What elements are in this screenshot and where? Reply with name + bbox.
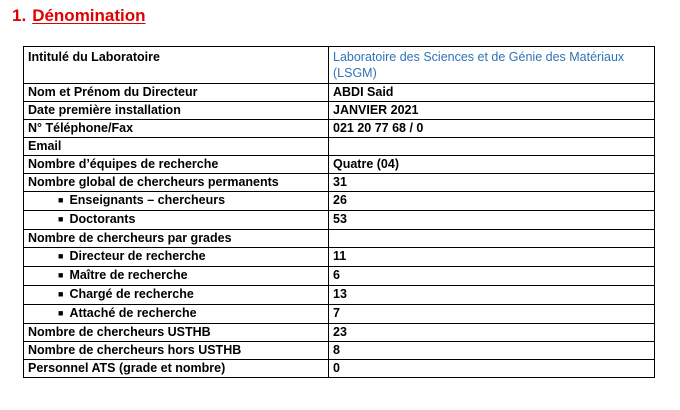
row-label-text: Personnel ATS (grade et nombre) [28, 361, 226, 375]
square-bullet-icon: ■ [58, 270, 64, 280]
square-bullet-icon: ■ [58, 251, 64, 261]
row-value: 7 [329, 305, 655, 324]
row-label-text: N° Téléphone/Fax [28, 121, 134, 135]
lab-value [329, 47, 655, 84]
lab-info-table [23, 46, 655, 378]
square-bullet-icon: ■ [58, 308, 64, 318]
row-label-text: Nom et Prénom du Directeur [28, 85, 198, 99]
row-value: 26 [329, 192, 655, 211]
row-label-text: Attaché de recherche [69, 306, 197, 320]
row-label [24, 286, 329, 305]
row-label-text: Nombre global de chercheurs permanents [28, 175, 279, 189]
row-label [24, 138, 329, 156]
row-value: ABDI Said [329, 84, 655, 102]
row-value: 6 [329, 267, 655, 286]
row-label-text: Enseignants – chercheurs [69, 193, 226, 207]
square-bullet-icon: ■ [58, 289, 64, 299]
row-label [24, 174, 329, 192]
row-value: 0 [329, 360, 655, 378]
row-label-text: Nombre de chercheurs par grades [28, 231, 232, 245]
row-label-text: Directeur de recherche [69, 249, 206, 263]
row-value [329, 230, 655, 248]
table-row [24, 211, 655, 230]
row-label [24, 230, 329, 248]
table-row [24, 102, 655, 120]
table-row [24, 286, 655, 305]
row-label [24, 84, 329, 102]
row-value: 11 [329, 248, 655, 267]
row-label [24, 360, 329, 378]
table-row [24, 248, 655, 267]
row-label [24, 102, 329, 120]
row-value [329, 138, 655, 156]
table-row-lab-name [24, 47, 655, 84]
table-row [24, 360, 655, 378]
table-row [24, 324, 655, 342]
row-label-text: Nombre de chercheurs hors USTHB [28, 343, 242, 357]
row-label [24, 192, 329, 211]
row-value: Quatre (04) [329, 156, 655, 174]
table-row [24, 138, 655, 156]
row-label-text: Maître de recherche [69, 268, 188, 282]
row-value: 53 [329, 211, 655, 230]
row-label-text: Date première installation [28, 103, 181, 117]
row-value: 31 [329, 174, 655, 192]
lab-acronym: (LSGM) [333, 66, 377, 80]
section-title: Dénomination [32, 6, 146, 25]
row-label [24, 211, 329, 230]
table-row [24, 267, 655, 286]
row-label [24, 156, 329, 174]
row-label-text: Nombre de chercheurs USTHB [28, 325, 211, 339]
lab-label: Intitulé du Laboratoire [24, 47, 329, 84]
square-bullet-icon: ■ [58, 195, 64, 205]
row-label [24, 267, 329, 286]
row-label [24, 248, 329, 267]
row-label [24, 342, 329, 360]
section-number: 1. [12, 6, 27, 25]
row-label [24, 305, 329, 324]
row-value: 8 [329, 342, 655, 360]
table-row [24, 174, 655, 192]
table-row [24, 230, 655, 248]
row-label-text: Doctorants [69, 212, 136, 226]
table-row [24, 305, 655, 324]
row-value: JANVIER 2021 [329, 102, 655, 120]
row-label [24, 324, 329, 342]
table-row [24, 156, 655, 174]
section-heading [12, 6, 146, 26]
row-label-text: Nombre d’équipes de recherche [28, 157, 219, 171]
row-label-text: Email [28, 139, 62, 153]
table-row [24, 84, 655, 102]
table-row [24, 120, 655, 138]
row-value: 021 20 77 68 / 0 [329, 120, 655, 138]
table-row [24, 192, 655, 211]
row-label-text: Chargé de recherche [69, 287, 194, 301]
row-value: 23 [329, 324, 655, 342]
square-bullet-icon: ■ [58, 214, 64, 224]
table-row [24, 342, 655, 360]
lab-name: Laboratoire des Sciences et de Génie des Matériaux [333, 50, 625, 64]
row-label [24, 120, 329, 138]
row-value: 13 [329, 286, 655, 305]
